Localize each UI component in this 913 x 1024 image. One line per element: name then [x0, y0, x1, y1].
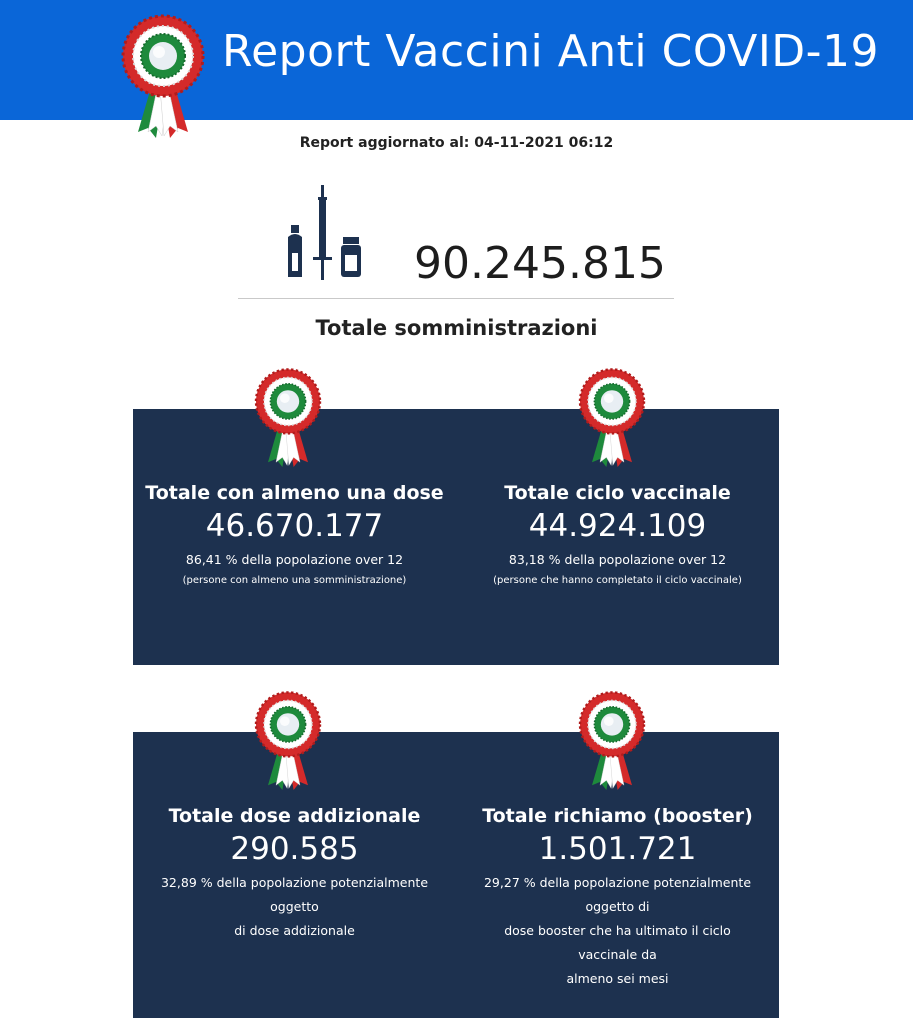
total-administrations-label: Totale somministrazioni — [315, 316, 598, 340]
card-value: 290.585 — [230, 831, 359, 867]
page-title: Report Vaccini Anti COVID-19 — [222, 26, 880, 77]
card-title: Totale ciclo vaccinale — [504, 482, 731, 504]
card-booster — [456, 805, 779, 991]
card-description-line: 29,27 % della popolazione potenzialmente — [483, 875, 752, 890]
card-description: 83,18 % della popolazione over 12 — [508, 552, 727, 567]
updated-timestamp: Report aggiornato al: 04-11-2021 06:12 — [299, 135, 614, 151]
card-value: 46.670.177 — [205, 508, 384, 544]
card-first-dose — [133, 482, 456, 590]
card-description-line: oggetto di — [585, 899, 650, 914]
card-additional-dose — [133, 805, 456, 943]
cockade-icon — [576, 689, 648, 795]
card-description-line: di dose addizionale — [234, 923, 355, 938]
card-note: (persone che hanno completato il ciclo vaccinale) — [493, 575, 742, 586]
cockade-icon — [576, 366, 648, 472]
card-description-line: 32,89 % della popolazione potenzialmente — [160, 875, 429, 890]
card-full-cycle — [456, 482, 779, 590]
card-title: Totale dose addizionale — [168, 805, 421, 827]
cockade-icon — [252, 366, 324, 472]
card-description-line: vaccinale da — [578, 947, 657, 962]
total-administrations-value: 90.245.815 — [414, 238, 666, 289]
syringe-vials-icon — [283, 185, 365, 285]
card-description: 86,41 % della popolazione over 12 — [185, 552, 404, 567]
card-note: (persone con almeno una somministrazione) — [182, 575, 407, 586]
card-value: 44.924.109 — [528, 508, 707, 544]
cockade-icon — [252, 689, 324, 795]
card-description — [456, 871, 779, 991]
cockade-icon — [118, 14, 208, 142]
card-title: Totale richiamo (booster) — [482, 805, 753, 827]
card-description — [133, 871, 456, 943]
card-description-line: almeno sei mesi — [566, 971, 669, 986]
card-description-line: oggetto — [270, 899, 319, 914]
card-description-line: dose booster che ha ultimato il ciclo — [504, 923, 731, 938]
divider — [238, 298, 674, 299]
card-value: 1.501.721 — [538, 831, 697, 867]
card-title: Totale con almeno una dose — [145, 482, 444, 504]
